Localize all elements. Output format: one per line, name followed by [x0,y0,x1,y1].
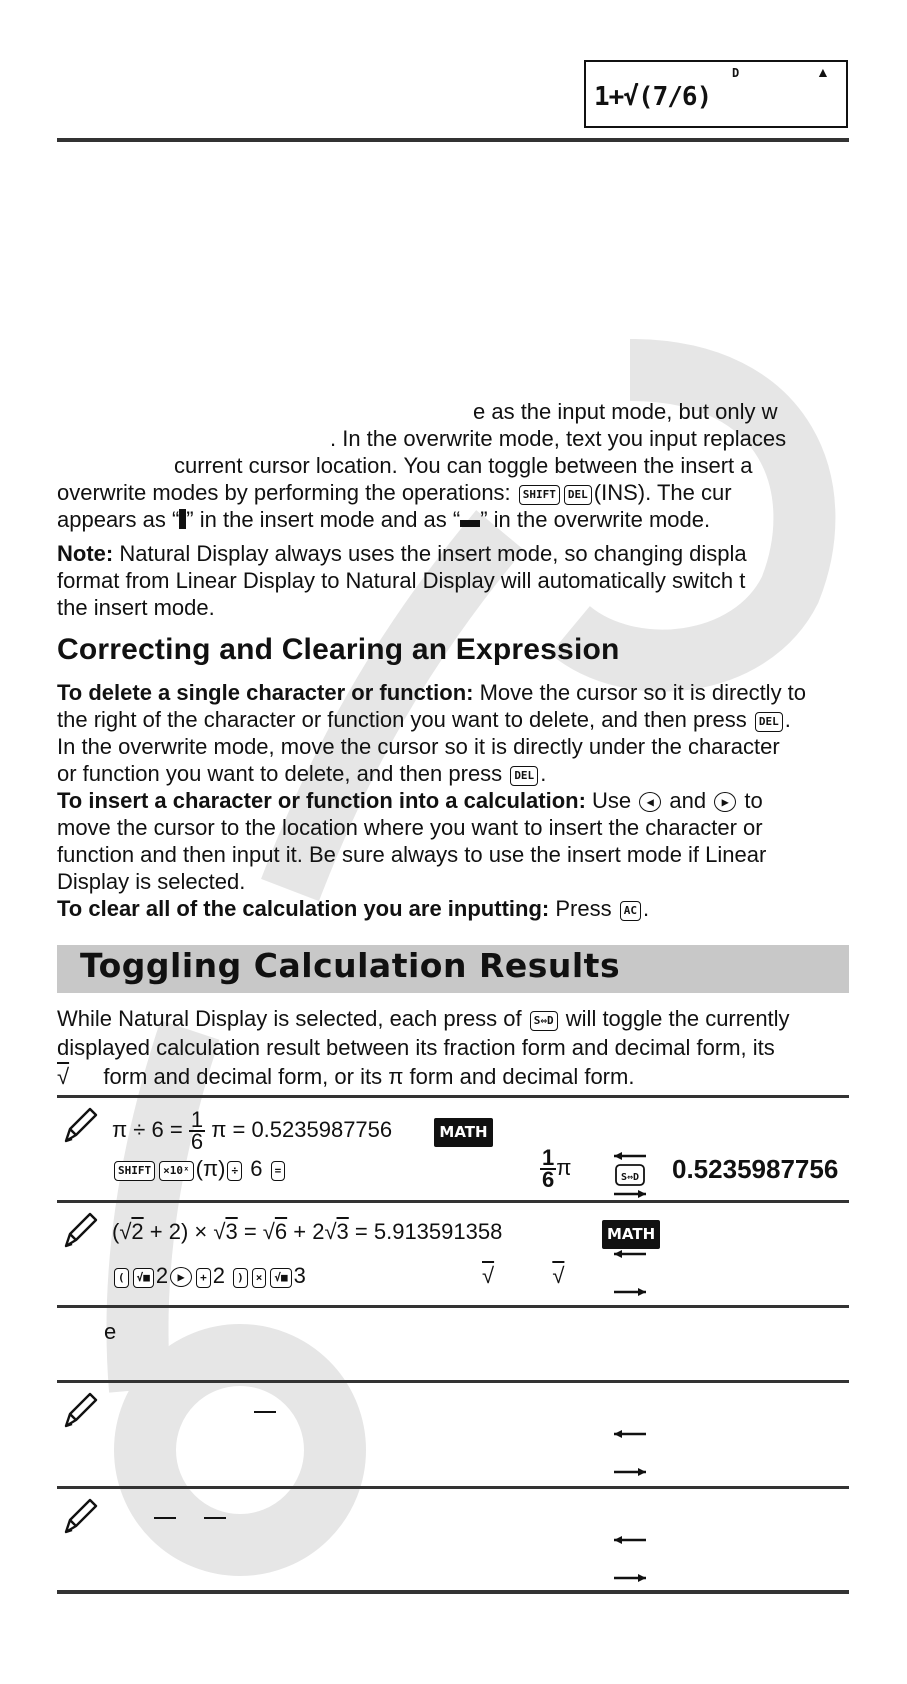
del-key: DEL [510,766,538,786]
toggling-line-2: displayed calculation result between its fraction form and decimal form, its [57,1035,775,1060]
insert-line-1: e as the input mode, but only w [473,399,778,424]
toggling-line-3 [57,1063,634,1090]
insert-line-5 [57,506,710,533]
example5-fraction-bar-2 [204,1517,226,1519]
example2-expression [112,1218,502,1245]
toggle-arrows-icon [610,1428,650,1480]
delete-text-2: the right of the character or function you want to delete, and then press [57,707,747,732]
example1-expr-b: π = 0.5235987756 [211,1116,393,1142]
equals-key: = [271,1161,286,1181]
ac-key: AC [620,901,641,921]
top-divider [57,138,849,142]
lcd-display [584,60,848,128]
note-line-3: the insert mode. [57,595,215,620]
example-divider-5 [57,1486,849,1489]
right-arrow-key: ▶ [714,792,736,812]
insert-fn-to: to [744,788,763,813]
delete-label: To delete a single character or function: [57,680,474,705]
math-badge: MATH [434,1118,492,1147]
sd-key: S⇔D [530,1011,558,1031]
example2-two-a: 2 [155,1263,169,1288]
insert-line-4-a: overwrite modes by performing the operations: [57,480,511,505]
example3-text: e [104,1319,117,1344]
example1-result-decimal: 0.5235987756 [672,1154,839,1184]
overwrite-cursor-icon [460,520,480,527]
example1-frac-num: 1 [190,1107,204,1132]
note-line-1 [57,540,747,567]
example1-res-den: 6 [542,1167,555,1192]
example1-frac-den: 6 [190,1129,204,1154]
insert-line-3: current cursor location. You can toggle between the insert a [174,453,753,478]
times-key: × [252,1268,267,1288]
lcd-indicator-up: ▲ [816,64,830,80]
example2-keys [112,1262,306,1289]
insert-fn-line-2: move the cursor to the location where you want to insert the character or [57,815,763,840]
example2-roots [482,1262,564,1289]
insert-line-4 [57,479,732,506]
example2-two-b: 2 [212,1263,225,1288]
divide-key: ÷ [227,1161,242,1181]
math-badge: MATH [602,1220,660,1249]
insert-line-4-b: (INS). The cur [593,480,732,505]
example-divider-1 [57,1095,849,1098]
clear-line: To clear all of the calculation you are inputting: Press AC . [57,896,650,921]
right-arrow-key: ▶ [170,1267,192,1287]
example2-i: = 5.913591358 [354,1219,503,1244]
insert-fn-line-3: function and then input it. Be sure always to use the insert mode if Linear [57,842,767,867]
insert-fn-line-1 [57,787,763,814]
clear-text: Press [555,896,612,921]
pencil-icon [62,1210,100,1250]
example2-e: = √ [243,1219,275,1244]
example2-f: 6 [274,1219,288,1244]
insert-fn-use: Use [592,788,632,813]
example2-g: + 2√ [293,1219,337,1244]
example1-fraction [189,1107,205,1154]
x10-key: ×10ˣ [159,1161,194,1181]
insert-line-5-a: appears as “ [57,507,180,532]
example2-root-1: √ [482,1263,495,1288]
example2-three: 3 [293,1263,306,1288]
lcd-expression: 1+√(7/6) [594,82,712,112]
example1-six: 6 [250,1156,263,1181]
pi-label: (π) [195,1156,226,1181]
toggling-title: Toggling Calculation Results [80,946,621,985]
delete-text-4: or function you want to delete, and then press [57,761,503,786]
pencil-icon [62,1390,100,1430]
note-line-2: format from Linear Display to Natural Display will automatically switch t [57,568,746,593]
delete-line-2: the right of the character or function you want to delete, and then press DEL . [57,707,791,732]
delete-text-1: Move the cursor so it is directly to [479,680,807,705]
toggle-arrows-icon [610,1150,650,1200]
delete-line-3: In the overwrite mode, move the cursor so it is directly under the character [57,734,780,759]
example4-fraction-bar [254,1411,276,1413]
example1-expr-a: π ÷ 6 = [112,1116,183,1142]
example-divider-2 [57,1200,849,1203]
example1-expression [112,1107,493,1154]
sqrt-key: √■ [270,1268,291,1288]
pencil-icon [62,1496,100,1536]
del-key: DEL [755,712,783,732]
example2-d: 3 [225,1219,238,1244]
example-divider-3 [57,1305,849,1308]
toggle-arrows-icon [610,1534,650,1586]
insert-fn-line-4: Display is selected. [57,869,246,894]
example2-b: 2 [131,1219,144,1244]
example2-h: 3 [336,1219,349,1244]
toggling-text-1b: will toggle the currently [565,1006,790,1031]
example2-c: + 2) × √ [149,1219,226,1244]
lparen-key: ( [114,1268,129,1288]
plus-key: + [196,1268,211,1288]
example1-keys [112,1155,287,1182]
shift-key: SHIFT [114,1161,155,1181]
rparen-key: ) [233,1268,248,1288]
insert-fn-and: and [669,788,707,813]
delete-line-1 [57,679,806,706]
correcting-heading: Correcting and Clearing an Expression [57,633,620,666]
left-arrow-key: ◀ [639,792,661,812]
example2-root-2: √ [552,1263,565,1288]
delete-line-4: or function you want to delete, and then press DEL . [57,761,547,786]
toggling-text-1a: While Natural Display is selected, each press of [57,1006,522,1031]
clear-label: To clear all of the calculation you are inputting: [57,896,550,921]
insert-line-5-b: ” in the insert mode and as “ [186,507,461,532]
example5-fraction-bar-1 [154,1517,176,1519]
example1-result-fraction [540,1145,572,1192]
lcd-indicator-d: D [732,66,740,80]
example2-badge-wrap [602,1218,660,1249]
pencil-icon [62,1105,100,1145]
note-label: Note: [57,541,114,566]
shift-key: SHIFT [519,485,560,505]
toggling-text-3b: form and decimal form, or its π form and decimal form. [103,1064,635,1089]
insert-line-5-c: ” in the overwrite mode. [480,507,711,532]
root-symbol: √ [57,1064,70,1089]
example2-a: (√ [112,1219,132,1244]
example-divider-4 [57,1380,849,1383]
sd-key-label: S⇔D [620,1172,640,1183]
example1-toggle [610,1150,650,1206]
example1-res-num: 1 [542,1145,555,1170]
toggling-line-1 [57,1005,790,1032]
insert-fn-label: To insert a character or function into a calculation: [57,788,586,813]
bottom-divider [57,1590,849,1594]
note-text-1: Natural Display always uses the insert mode, so changing displa [119,541,747,566]
insert-line-2: . In the overwrite mode, text you input replaces [330,426,787,451]
toggle-arrows-icon [610,1248,650,1300]
del-key: DEL [564,485,592,505]
example1-res-pi: π [556,1154,572,1180]
sqrt-key: √■ [133,1268,154,1288]
example1-result-frac [540,1145,556,1192]
